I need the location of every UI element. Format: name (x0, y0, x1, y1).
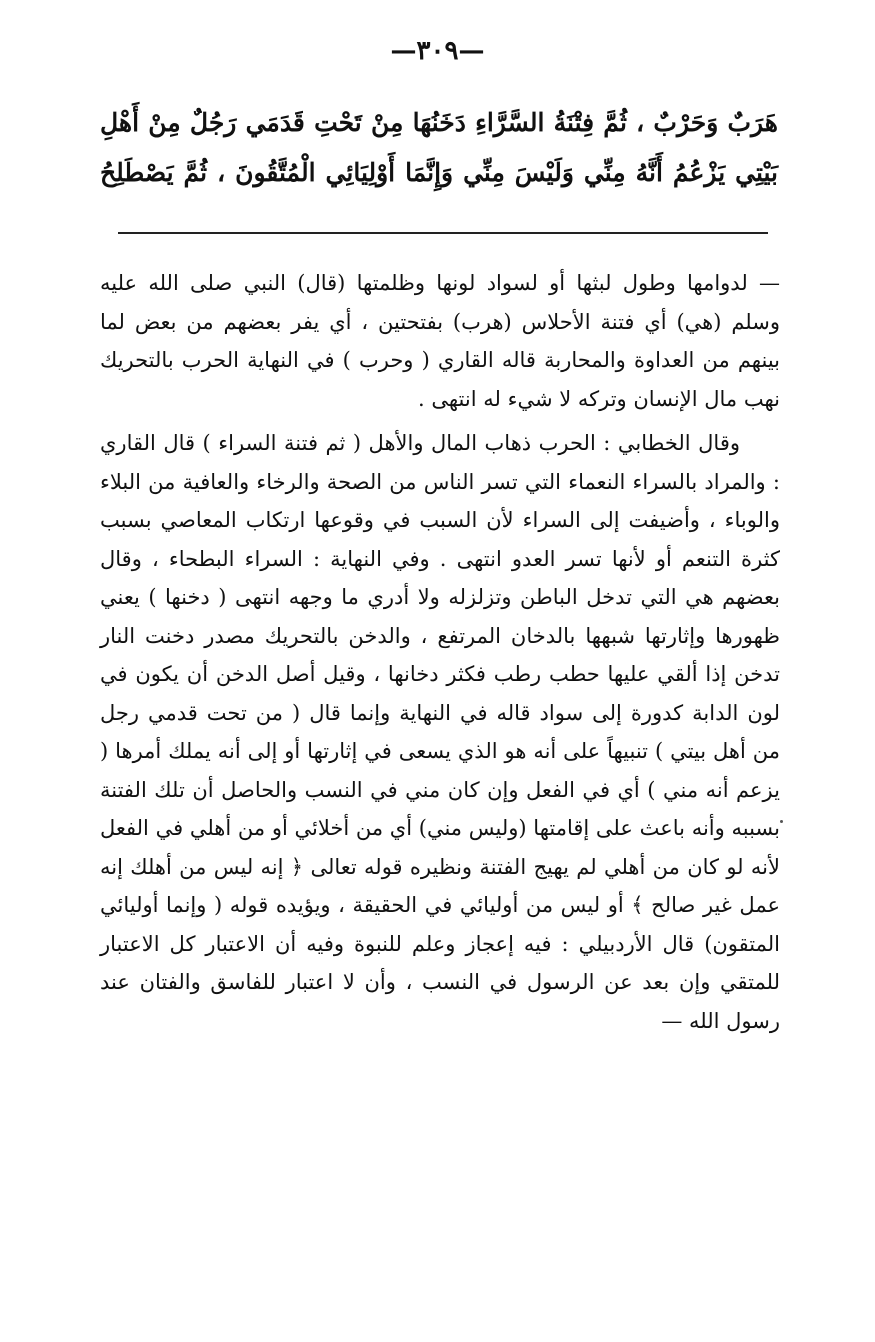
commentary-body (100, 264, 780, 1046)
commentary-paragraph: وقال الخطابي : الحرب ذهاب المال والأهل ( ثم فتنة السراء ) قال القاري : والمراد بالسراء النعماء التي تسر الناس من الصحة والرخاء والعافية من البلاء والوباء ، وأضيفت إلى السراء لأن السبب في وقوعها ارتكاب المعاصي بسبب كثرة التنعم أو لأنها تسر العدو انتهى . وفي النهاية : السراء البطحاء ، وقال بعضهم هي التي تدخل الباطن وتزلزله ولا أدري ما وجهه انتهى ( دخنها ) يعني ظهورها وإثارتها شبهها بالدخان المرتفع ، والدخن بالتحريك مصدر دخنت النار تدخن إذا ألقي عليها حطب رطب فكثر دخانها ، وقيل أصل الدخن أن يكون في لون الدابة كدورة إلى سواد قاله في النهاية وإنما قال ( من تحت قدمي رجل من أهل بيتي ) تنبيهاً على أنه هو الذي يسعى في إثارتها أو إلى أنه يملك أمرها ( يزعم أنه مني ) أي في الفعل وإن كان مني في النسب والحاصل أن تلك الفتنة بسببه وأنه باعث على إقامتها (وليس مني) أي من أخلائي أو من أهلي في الفعل لأنه لو كان من أهلي لم يهيج الفتنة ونظيره قوله تعالى ﴿ إنه ليس من أهلك إنه عمل غير صالح ﴾ أو ليس من أوليائي في الحقيقة ، ويؤيده قوله ( وإنما أوليائي المتقون) قال الأردبيلي : فيه إعجاز وعلم للنبوة وفيه أن الاعتبار كل الاعتبار للمتقي وإن بعد عن الرسول في النسب ، وأن لا اعتبار للفاسق والفتان عند رسول الله — (100, 431, 780, 1033)
footnote-separator (118, 232, 768, 234)
page-number: —٣٠٩— (390, 36, 485, 66)
commentary-paragraph: — لدوامها وطول لبثها أو لسواد لونها وظلمتها (قال) النبي صلى الله عليه وسلم (هي) أي فتنة الأحلاس (هرب) بفتحتين ، أي يفر بعضهم من بعض لما بينهم من العداوة والمحاربة قاله القاري ( وحرب ) في النهاية الحرب بالتحريك نهب مال الإنسان وتركه لا شيء له انتهى . (100, 271, 780, 411)
scan-speck (780, 820, 783, 823)
hadith-text: هَرَبٌ وَحَرْبٌ ، ثُمَّ فِتْنَةُ السَّرَّاءِ دَخَنُهَا مِنْ تَحْتِ قَدَمَي رَجُلٌ مِنْ أَهْلِ بَيْتِي يَزْعُمُ أَنَّهُ مِنِّي وَلَيْسَ مِنِّي وَإِنَّمَا أَوْلِيَائِي الْمُتَّقُونَ ، ثُمَّ يَصْطَلِحُ (100, 108, 778, 187)
